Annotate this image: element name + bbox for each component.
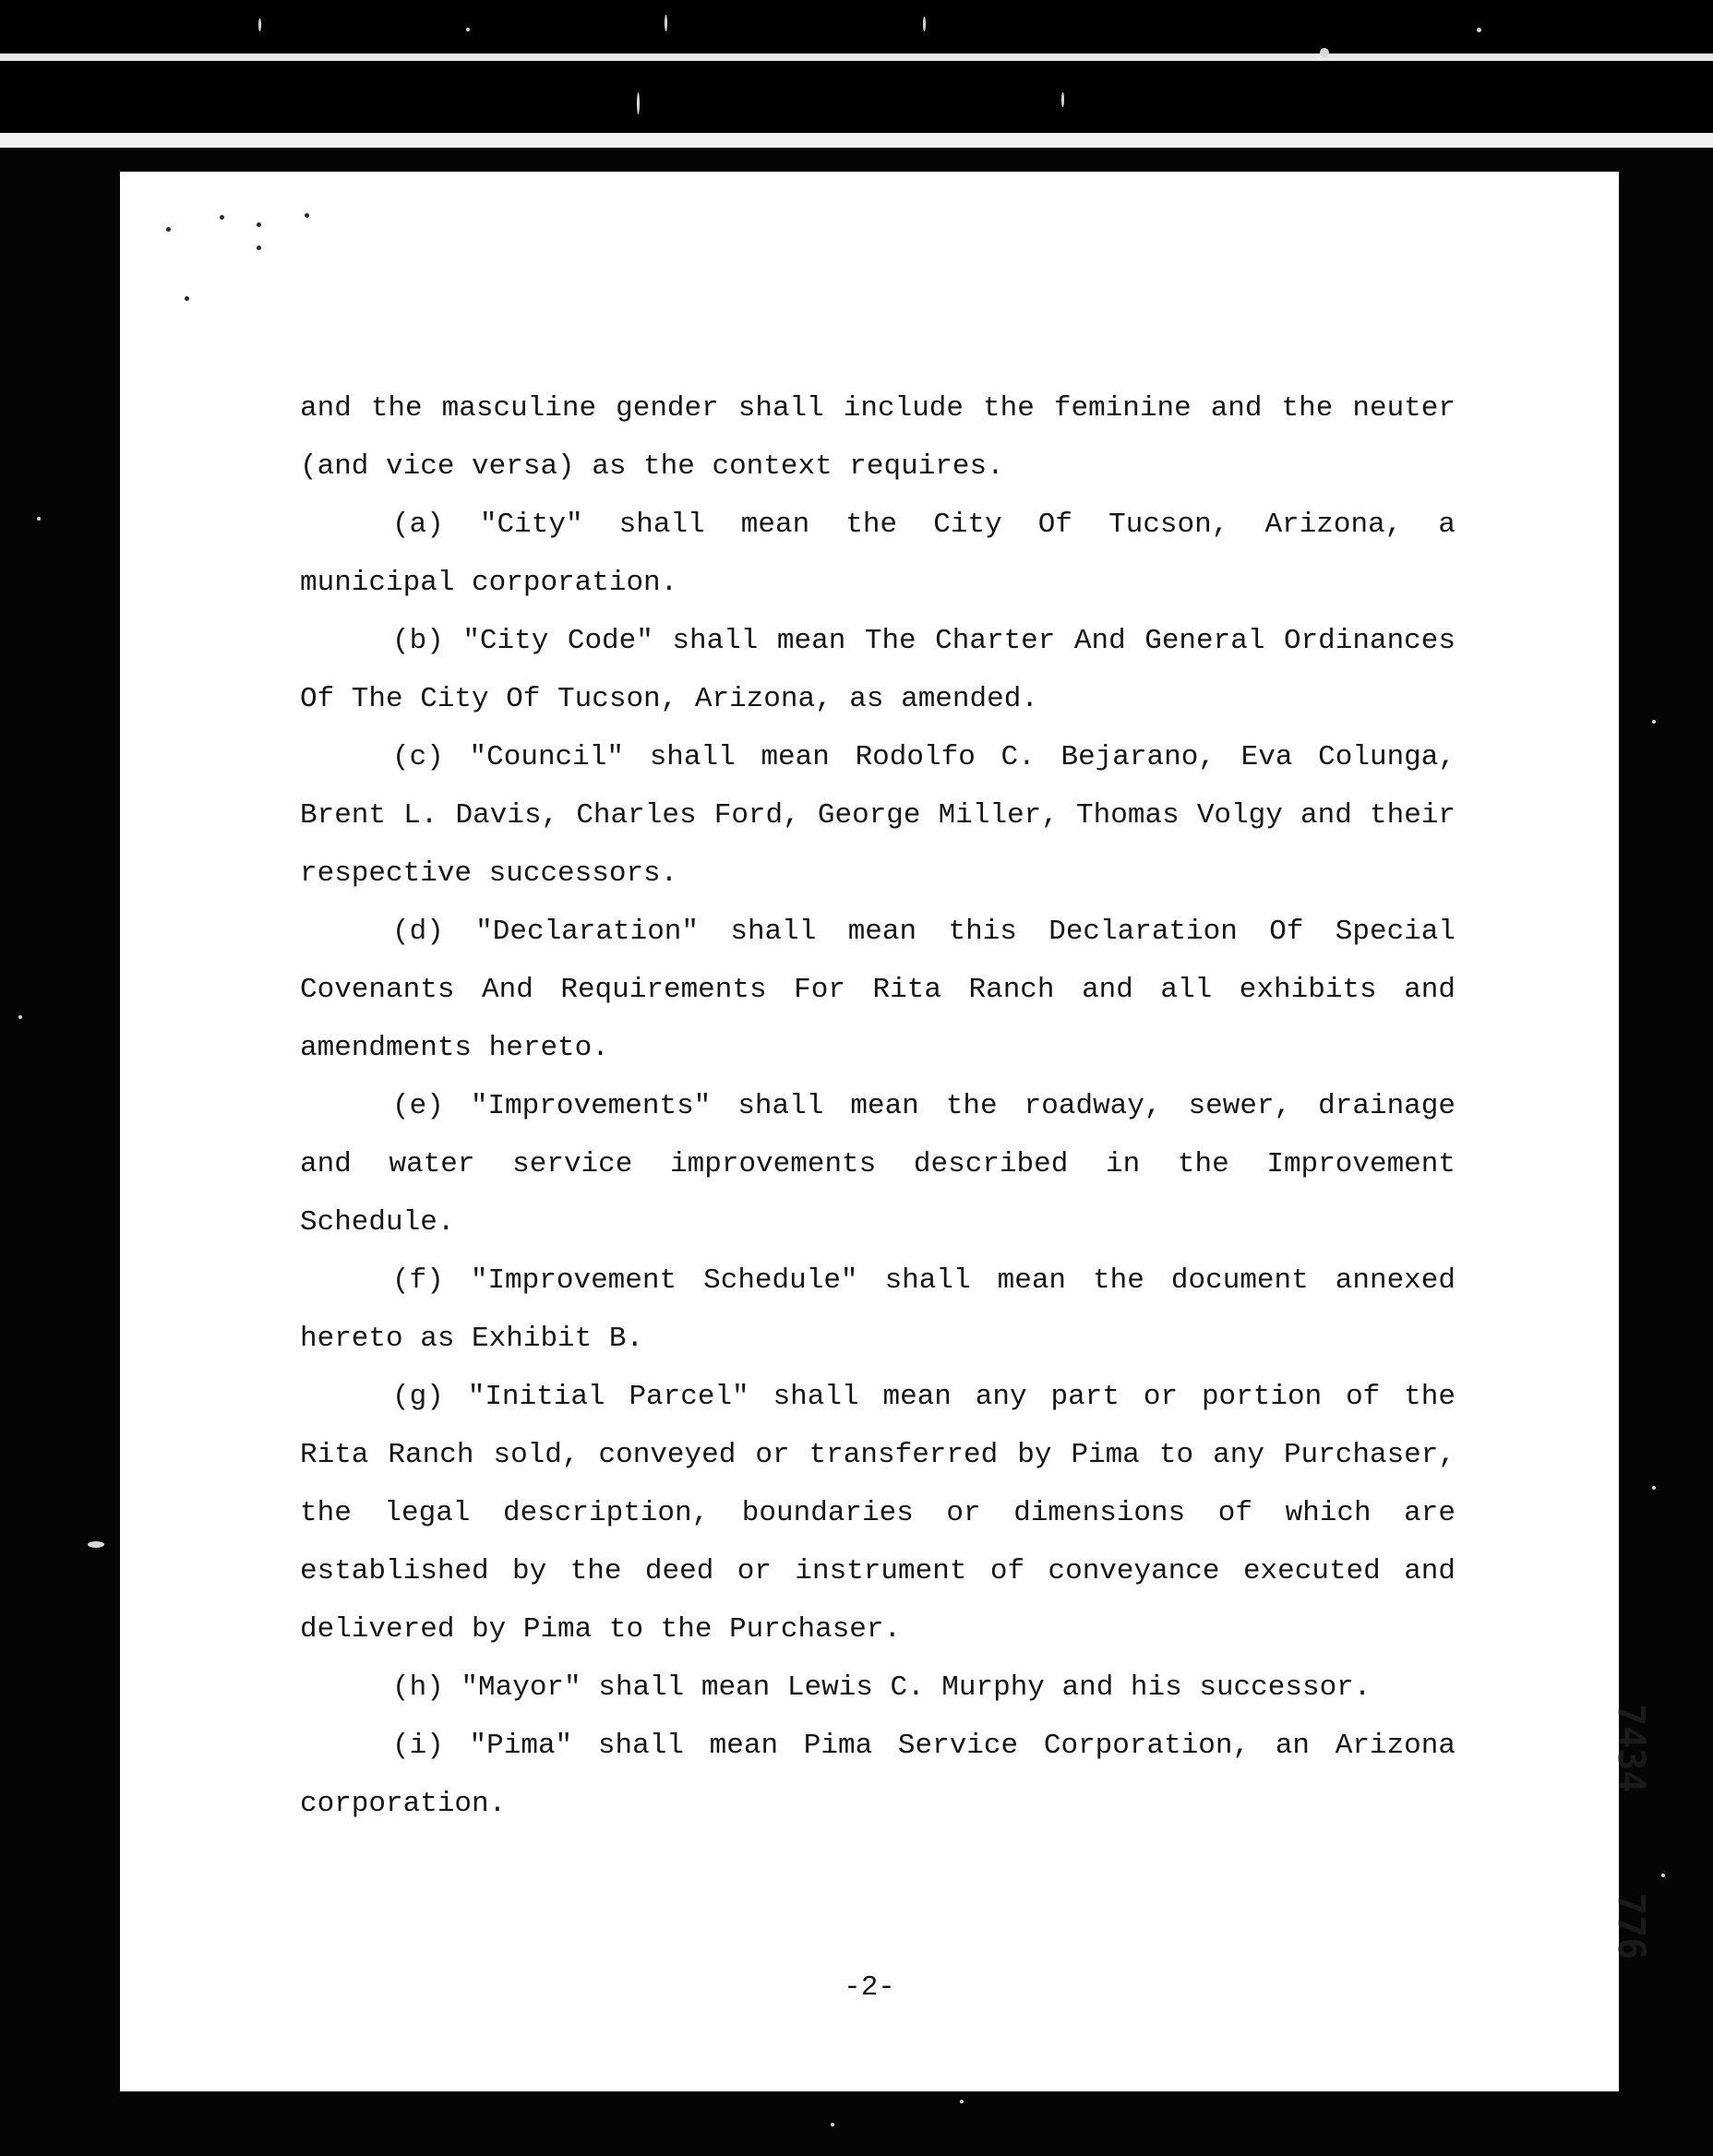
definition-mayor: (h) "Mayor" shall mean Lewis C. Murphy and his successor.	[392, 1671, 1372, 1704]
definition-improvement-schedule: (f) "Improvement Schedule" shall mean the document annexed hereto as Exhibit B.	[300, 1264, 1455, 1355]
scanner-top-band	[0, 0, 1713, 148]
scan-speck	[637, 92, 640, 114]
scan-speck	[831, 2123, 834, 2126]
body-text	[300, 379, 1455, 1833]
scan-speck	[1320, 48, 1329, 57]
scanner-rule-bottom	[0, 133, 1713, 148]
scan-speck	[18, 1015, 22, 1019]
docket-stamp	[1606, 1704, 1689, 2008]
page-speck	[220, 215, 224, 220]
scan-speck	[37, 517, 41, 521]
scan-speck	[923, 17, 926, 31]
page-number: -2-	[844, 1971, 895, 2004]
docket-number: 7434	[1610, 1704, 1652, 1793]
scan-speck	[1652, 1486, 1656, 1490]
page-speck	[305, 213, 309, 218]
definition-declaration: (d) "Declaration" shall mean this Declaration Of Special Covenants And Requirements For Rita Ranch and all exhibits and amendments hereto.	[300, 916, 1455, 1064]
definition-initial-parcel: (g) "Initial Parcel" shall mean any part or portion of the Rita Ranch sold, conveyed or transferred by Pima to any Purchaser, the legal description, boundaries or dimensions of which are established by the deed or instrument of conveyance executed and delivered by Pima to the Purchaser.	[300, 1381, 1455, 1646]
scan-speck	[960, 2100, 964, 2103]
scan-speck	[466, 28, 470, 31]
definition-city-code: (b) "City Code" shall mean The Charter And General Ordinances Of The City Of Tucson, Arizona, as amended.	[300, 625, 1455, 715]
definition-improvements: (e) "Improvements" shall mean the roadway, sewer, drainage and water service improvements described in the Improvement Schedule.	[300, 1090, 1455, 1239]
scan-speck	[665, 15, 667, 31]
scan-speck	[258, 18, 261, 31]
definition-city: (a) "City" shall mean the City Of Tucson, Arizona, a municipal corporation.	[300, 509, 1455, 599]
scanner-rule-top	[0, 54, 1713, 61]
definition-council: (c) "Council" shall mean Rodolfo C. Bejarano, Eva Colunga, Brent L. Davis, Charles Ford, George Miller, Thomas Volgy and their respective successors.	[300, 741, 1455, 890]
paragraph-intro: and the masculine gender shall include the feminine and the neuter (and vice versa) as the context requires.	[300, 392, 1455, 483]
scan-speck	[1477, 28, 1481, 32]
scan-speck	[88, 1541, 104, 1548]
definition-pima: (i) "Pima" shall mean Pima Service Corporation, an Arizona corporation.	[300, 1730, 1455, 1820]
scan-speck	[1652, 720, 1656, 724]
docket-page: 776	[1610, 1893, 1652, 1960]
page-speck	[185, 296, 189, 301]
page-speck	[257, 246, 261, 250]
scan-speck	[1061, 92, 1064, 107]
document-page	[120, 172, 1652, 2091]
page-speck	[257, 222, 261, 227]
page-speck	[166, 227, 171, 232]
